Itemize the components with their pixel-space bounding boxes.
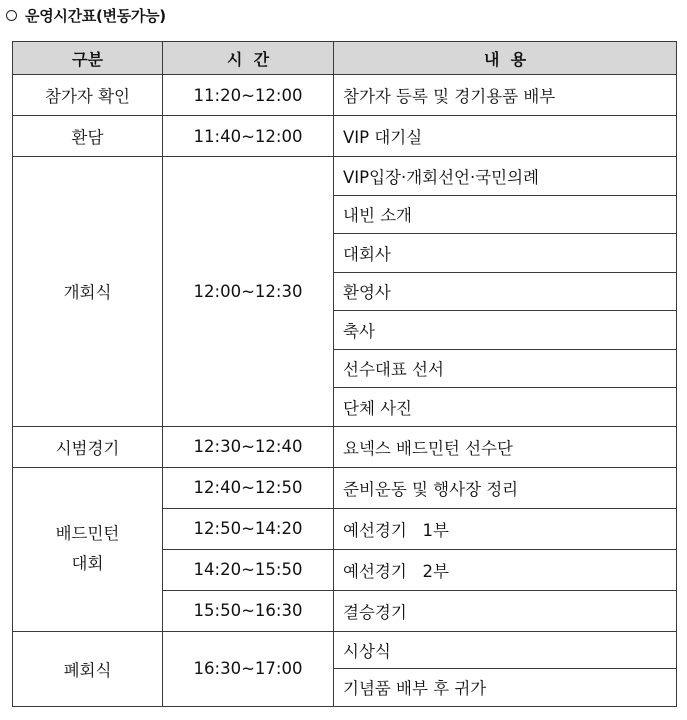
content-cell: 축사: [334, 311, 677, 350]
category-cell: 폐회식: [13, 631, 163, 706]
content-cell: 대회사: [334, 234, 677, 273]
content-cell: 시상식: [334, 631, 677, 669]
schedule-table: [12, 41, 677, 707]
time-cell: 11:20~12:00: [163, 75, 334, 116]
circle-bullet-icon: [6, 10, 17, 21]
time-cell: 11:40~12:00: [163, 116, 334, 157]
content-cell: VIP 대기실: [334, 116, 677, 157]
category-line: 배드민턴: [55, 524, 120, 543]
content-cell: 요넥스 배드민턴 선수단: [334, 426, 677, 467]
table-row: [13, 157, 677, 196]
content-cell: 참가자 등록 및 경기용품 배부: [334, 75, 677, 116]
content-cell: 단체 사진: [334, 388, 677, 427]
content-cell: 예선경기 2부: [334, 549, 677, 590]
category-line: 대회: [71, 554, 104, 573]
time-cell: 12:30~12:40: [163, 426, 334, 467]
content-cell: 결승경기: [334, 590, 677, 631]
header-category: 구분: [13, 42, 163, 75]
time-cell: 12:50~14:20: [163, 508, 334, 549]
category-cell: [13, 467, 163, 631]
content-cell: 예선경기 1부: [334, 508, 677, 549]
category-cell: 시범경기: [13, 426, 163, 467]
table-row: [13, 75, 677, 116]
content-cell: 준비운동 및 행사장 정리: [334, 467, 677, 508]
time-cell: 14:20~15:50: [163, 549, 334, 590]
content-cell: 기념품 배부 후 귀가: [334, 669, 677, 707]
table-row: [13, 467, 677, 508]
table-row: [13, 426, 677, 467]
content-cell: 환영사: [334, 272, 677, 311]
header-time: 시 간: [163, 42, 334, 75]
category-cell: 환담: [13, 116, 163, 157]
section-title: 운영시간표(변동가능): [25, 6, 166, 25]
content-cell: 선수대표 선서: [334, 349, 677, 388]
category-cell: 개회식: [13, 157, 163, 427]
time-cell: 12:40~12:50: [163, 467, 334, 508]
header-row: [13, 42, 677, 75]
time-cell: 16:30~17:00: [163, 631, 334, 706]
content-cell: 내빈 소개: [334, 195, 677, 234]
header-content: 내 용: [334, 42, 677, 75]
time-cell: 15:50~16:30: [163, 590, 334, 631]
section-heading: [6, 4, 166, 26]
category-cell: 참가자 확인: [13, 75, 163, 116]
content-cell: VIP입장·개회선언·국민의례: [334, 157, 677, 196]
time-cell: 12:00~12:30: [163, 157, 334, 427]
table-row: [13, 631, 677, 669]
table-row: [13, 116, 677, 157]
